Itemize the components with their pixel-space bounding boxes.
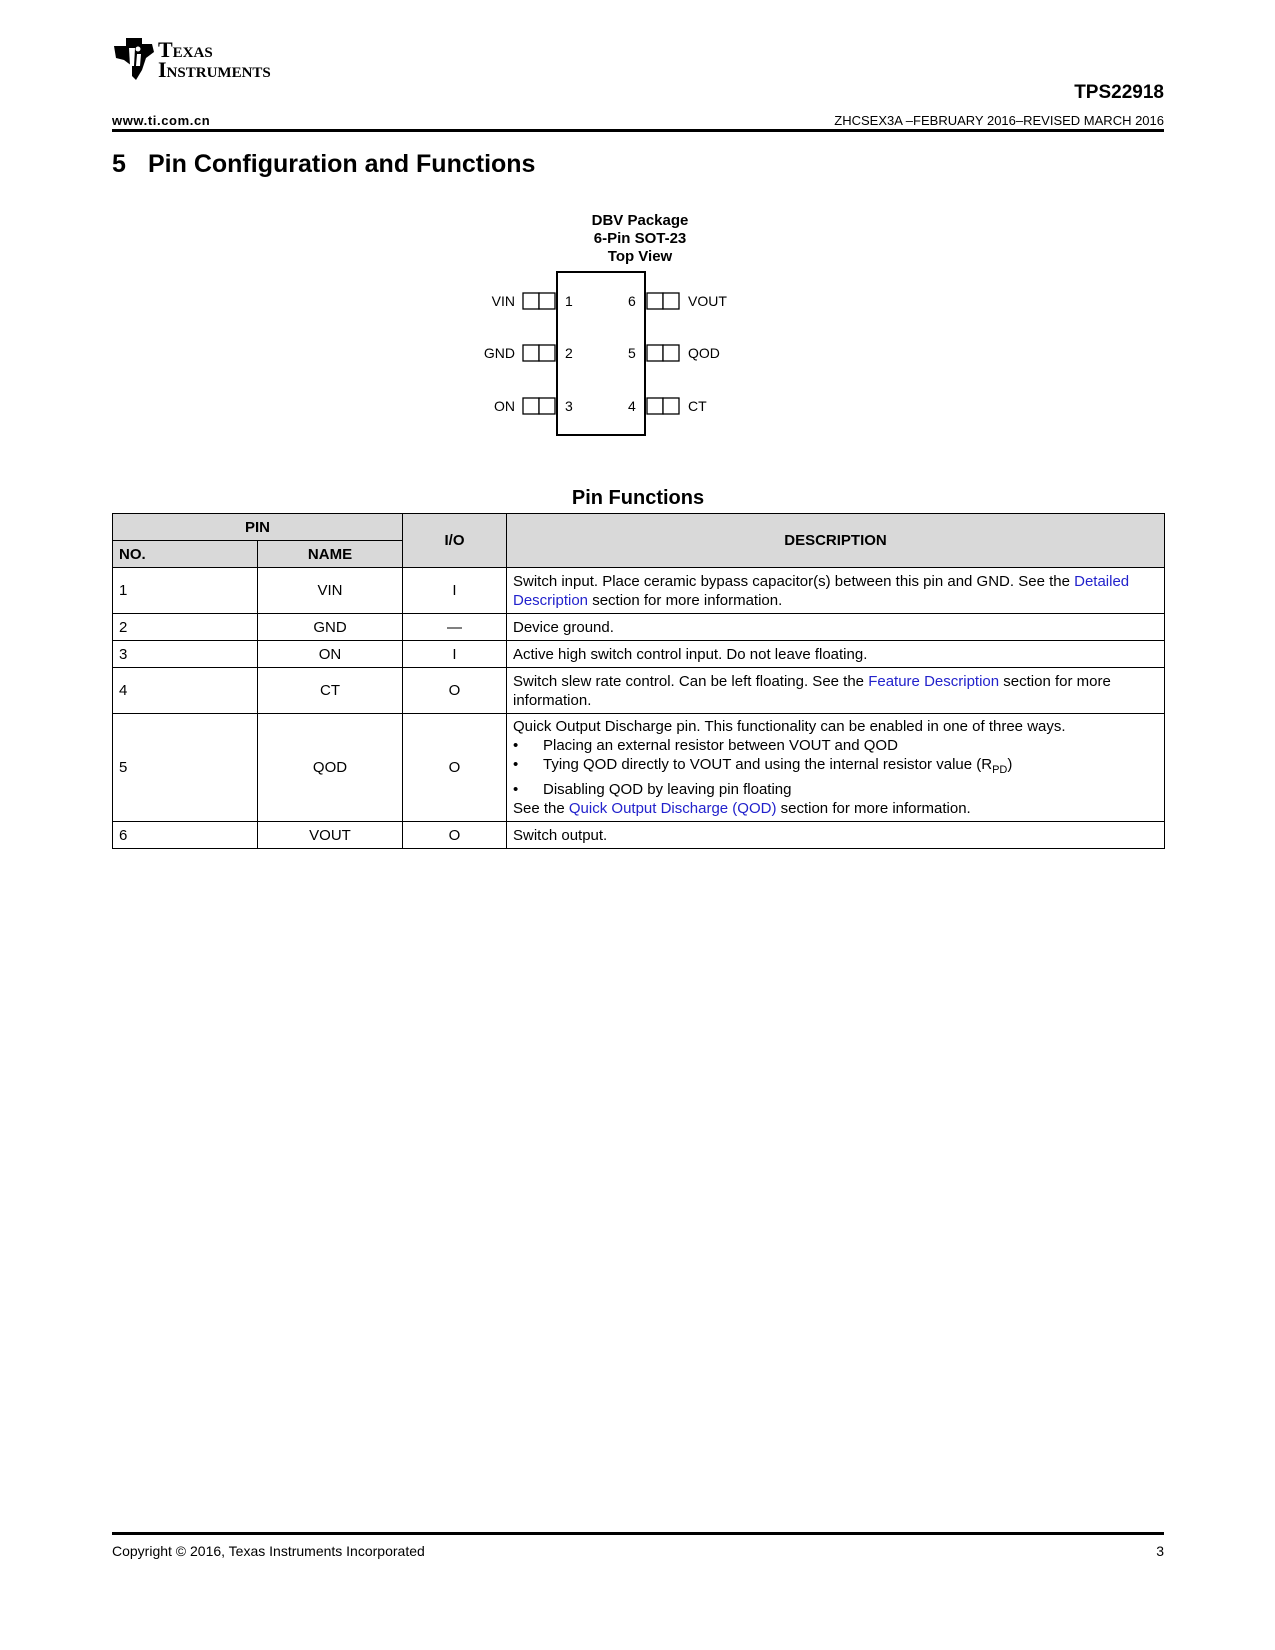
package-caption-line: Top View <box>607 248 673 265</box>
site-url[interactable]: www.ti.com.cn <box>112 113 211 128</box>
table-title: Pin Functions <box>571 487 705 509</box>
bullet-text: ) <box>1007 756 1013 773</box>
table-row <box>113 668 1165 714</box>
logo-wordmark <box>158 37 271 82</box>
cell-io: I <box>403 568 507 614</box>
cell-no: 6 <box>113 822 258 849</box>
section-title: Pin Configuration and Functions <box>148 150 536 178</box>
cell-description <box>507 668 1165 714</box>
cell-name: VIN <box>258 568 403 614</box>
cell-no: 4 <box>113 668 258 714</box>
section-number: 5 <box>112 150 126 178</box>
pin-number-right: 4 <box>628 398 636 414</box>
cell-io: I <box>403 641 507 668</box>
header-no: NO. <box>113 541 258 568</box>
bullet-item <box>513 736 1158 755</box>
desc-intro: Quick Output Discharge pin. This functionality can be enabled in one of three ways. <box>513 718 1066 735</box>
cell-description <box>507 568 1165 614</box>
cell-description: Active high switch control input. Do not leave floating. <box>507 641 1165 668</box>
cell-name: VOUT <box>258 822 403 849</box>
desc-text: See the <box>513 800 569 817</box>
desc-text: section for more information. <box>588 591 783 609</box>
bullet-dot: • <box>513 756 519 773</box>
table-row <box>113 822 1165 849</box>
cell-io: O <box>403 668 507 714</box>
pin-label-left: VIN <box>491 293 515 309</box>
pin-number-right: 6 <box>628 293 636 309</box>
header-name: NAME <box>258 541 403 568</box>
doc-revision: ZHCSEX3A –FEBRUARY 2016–REVISED MARCH 2016 <box>834 113 1164 128</box>
cell-description: Switch output. <box>507 822 1165 849</box>
qod-section-link[interactable]: Quick Output Discharge (QOD) <box>568 800 777 817</box>
cell-name: CT <box>258 668 403 714</box>
desc-text: Switch slew rate control. Can be left floating. See the <box>513 672 869 690</box>
ti-logo <box>112 36 312 86</box>
cell-no: 2 <box>113 614 258 641</box>
page-number: 3 <box>1156 1543 1164 1559</box>
section-heading <box>112 150 535 179</box>
desc-footer <box>513 799 1158 818</box>
bullet-item <box>513 755 1158 780</box>
bullet-text: Tying QOD directly to VOUT and using the internal resistor value (R <box>543 756 993 773</box>
pin-label-right: QOD <box>688 345 720 361</box>
pin-functions-table <box>112 513 1165 849</box>
pin-diagram <box>483 212 790 462</box>
pin-number-left: 2 <box>565 345 573 361</box>
footer-rule <box>112 1532 1164 1535</box>
package-outline <box>490 212 790 462</box>
desc-text: section for more information. <box>776 800 971 817</box>
table-row <box>113 614 1165 641</box>
pin-label-right: VOUT <box>688 293 727 309</box>
desc-text: section for more information. <box>513 672 1111 709</box>
cell-no: 1 <box>113 568 258 614</box>
cell-description: Device ground. <box>507 614 1165 641</box>
cell-name: GND <box>258 614 403 641</box>
ti-logo-icon <box>112 36 156 82</box>
pin-label-left: ON <box>494 398 515 414</box>
detailed-description-link[interactable]: Detailed Description <box>513 572 1130 609</box>
pin-label-left: GND <box>483 345 515 361</box>
header-io: I/O <box>403 514 507 568</box>
pin-number-left: 3 <box>565 398 573 414</box>
pin-number-left: 1 <box>565 293 573 309</box>
bullet-dot: • <box>513 781 519 798</box>
cell-io: — <box>403 614 507 641</box>
bullet-dot: • <box>513 737 519 754</box>
desc-text: Switch input. Place ceramic bypass capacitor(s) between this pin and GND. See the <box>513 572 1075 590</box>
pin-number-right: 5 <box>628 345 636 361</box>
package-caption-line: DBV Package <box>591 212 689 229</box>
cell-name: QOD <box>258 714 403 822</box>
bullet-text: Disabling QOD by leaving pin floating <box>543 781 792 798</box>
logo-line1: Texas <box>158 37 213 62</box>
table-row <box>113 714 1165 822</box>
cell-name: ON <box>258 641 403 668</box>
feature-description-link[interactable]: Feature Description <box>868 672 1000 690</box>
cell-description <box>507 714 1165 822</box>
cell-no: 5 <box>113 714 258 822</box>
bullet-item <box>513 780 1158 799</box>
header-pin: PIN <box>113 514 403 541</box>
copyright: Copyright © 2016, Texas Instruments Incorporated <box>112 1543 425 1559</box>
logo-line2: Instruments <box>158 57 271 82</box>
subscript: PD <box>992 764 1008 776</box>
table-row <box>113 641 1165 668</box>
table-row <box>113 568 1165 614</box>
cell-io: O <box>403 714 507 822</box>
part-number: TPS22918 <box>1074 82 1164 103</box>
cell-no: 3 <box>113 641 258 668</box>
pin-label-right: CT <box>688 398 707 414</box>
header-description: DESCRIPTION <box>507 514 1165 568</box>
bullet-text: Placing an external resistor between VOUT and QOD <box>543 737 898 754</box>
cell-io: O <box>403 822 507 849</box>
package-caption-line: 6-Pin SOT-23 <box>593 230 687 247</box>
table-header-row <box>113 514 1165 541</box>
header-rule <box>112 129 1164 132</box>
